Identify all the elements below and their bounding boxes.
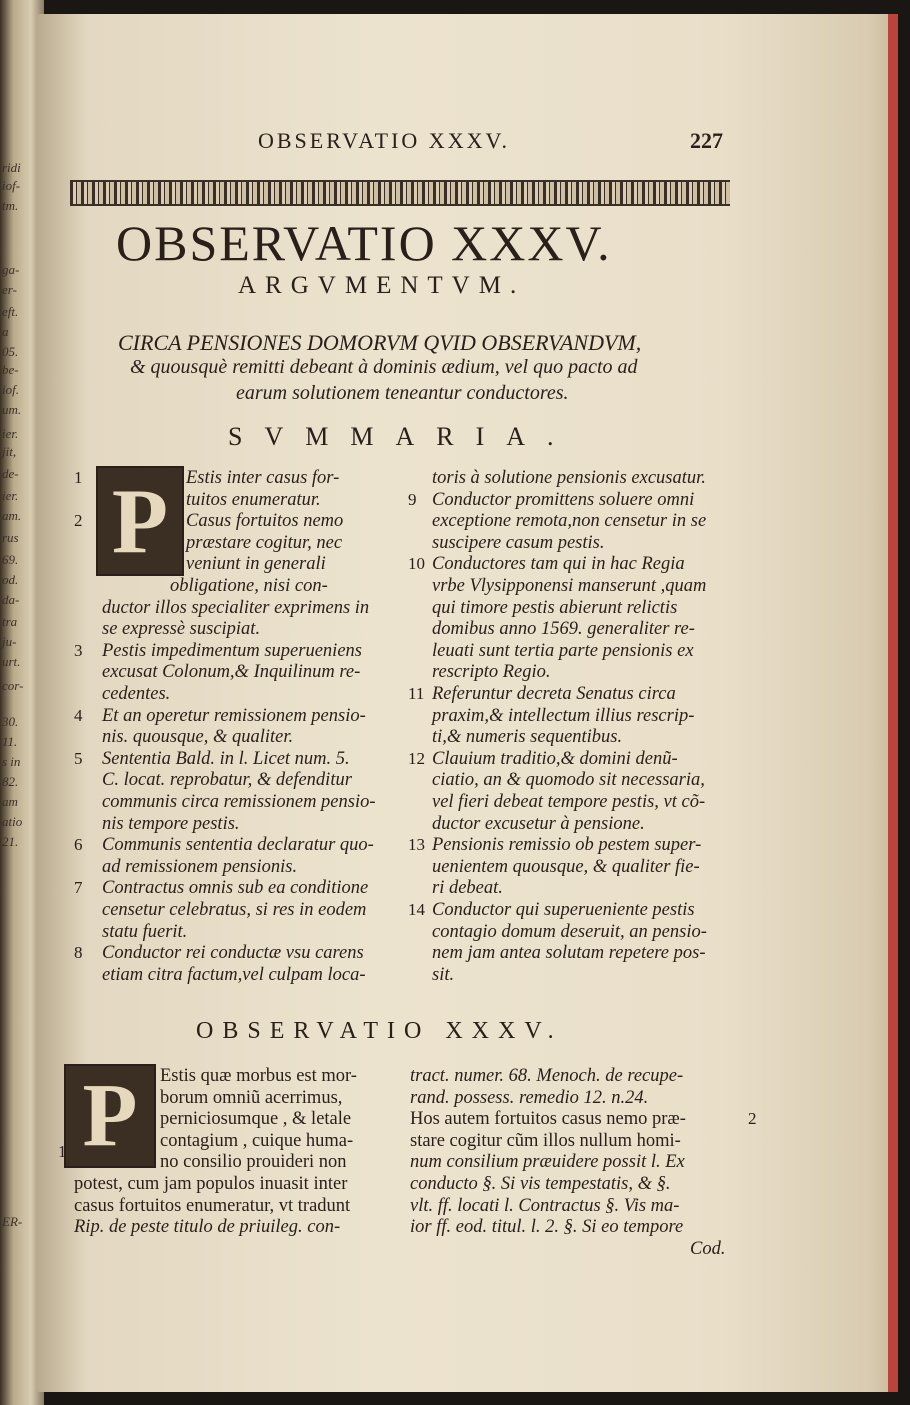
body-right-line: vlt. ff. locati l. Contractus §. Vis ma-: [410, 1195, 680, 1216]
margin-fragment: ER-: [2, 1214, 23, 1229]
margin-fragment: od.: [2, 572, 19, 587]
margin-fragment: de-: [2, 466, 19, 481]
summary-left-line: se expressè suscipiat.: [102, 619, 261, 640]
summary-number: 9: [408, 489, 417, 509]
summary-left-line: ductor illos specialiter exprimens in: [102, 597, 370, 618]
margin-fragment: iof-: [2, 178, 21, 193]
running-title: OBSERVATIO XXXV.: [258, 128, 511, 153]
summary-left-line: cedentes.: [102, 684, 171, 704]
summary-number: 5: [74, 748, 83, 768]
drop-cap-summary: P: [96, 466, 184, 576]
summary-right-line: Referuntur decreta Senatus circa: [432, 684, 676, 704]
margin-fragment: am: [2, 794, 18, 809]
summary-right-line: exceptione remota,non censetur in se: [432, 511, 707, 532]
body-left-line: contagium , cuique huma-: [160, 1130, 354, 1151]
summary-left-line: Pestis impedimentum superueniens: [102, 640, 362, 661]
summary-left-line: nis tempore pestis.: [102, 813, 240, 834]
body-right-line: Cod.: [690, 1238, 726, 1259]
summary-left-line: Contractus omnis sub ea conditione: [102, 878, 369, 899]
summary-right-line: praxim,& intellectum illius rescrip-: [432, 705, 695, 726]
summary-right-line: ri debeat.: [432, 878, 503, 899]
summary-number: 13: [408, 835, 425, 855]
summary-right-line: Pensionis remissio ob pestem super-: [432, 835, 702, 856]
body-right-line: Hos autem fortuitos casus nemo præ-: [410, 1109, 686, 1130]
summary-number: 11: [408, 684, 425, 703]
summary-right-line: ti,& numeris sequentibus.: [432, 727, 623, 748]
summary-left-line: Sententia Bald. in l. Licet num. 5.: [102, 748, 350, 769]
margin-fragment: atio: [2, 814, 23, 829]
summary-left-line: communis circa remissionem pensio-: [102, 792, 376, 812]
margin-fragment: 30.: [2, 714, 19, 729]
summary-number: 4: [74, 705, 83, 725]
page-number: 227: [690, 128, 723, 153]
summary-right-line: qui timore pestis abierunt relictis: [432, 597, 678, 618]
argument-line-1: CIRCA PENSIONES DOMORVM QVID OBSERVANDVM,: [118, 330, 642, 355]
summary-left-line: censetur celebratus, si res in eodem: [102, 900, 367, 920]
margin-fragment: um.: [2, 402, 22, 417]
summary-right-line: domibus anno 1569. generaliter re-: [432, 619, 695, 640]
summaria-heading: SVMMARIA.: [228, 422, 576, 451]
summary-right-line: toris à solutione pensionis excusatur.: [432, 468, 706, 488]
body-left-line: Rip. de peste titulo de priuileg. con-: [74, 1217, 341, 1238]
margin-fragment: ridi: [2, 160, 21, 175]
margin-fragment: s in: [2, 754, 21, 769]
summary-left-line: Et an operetur remissionem pensio-: [102, 705, 366, 726]
summary-left-line: Estis inter casus for-: [186, 468, 340, 488]
summary-left-line: nis. quousque, & qualiter.: [102, 727, 294, 748]
margin-fragment: iof.: [2, 382, 19, 397]
margin-fragment: a: [2, 324, 9, 339]
body-left-line: casus fortuitos enumeratur, vt tradunt: [74, 1195, 351, 1216]
argument-line-3: earum solutionem teneantur conductores.: [236, 382, 569, 404]
margin-fragment: ier.: [2, 426, 19, 441]
summary-number: 8: [74, 943, 83, 963]
margin-fragment: ga-: [2, 262, 20, 277]
margin-fragment: be-: [2, 362, 19, 377]
margin-fragment: tra: [2, 614, 18, 629]
body-right-line: stare cogitur cũm illos nullum homi-: [410, 1130, 681, 1151]
summary-number: 14: [408, 900, 425, 919]
summary-left-line: Communis sententia declaratur quo-: [102, 835, 374, 856]
section-heading: OBSERVATIO XXXV.: [196, 1018, 563, 1044]
body-right-line: conducto §. Si vis tempestatis, & §.: [410, 1174, 671, 1194]
summary-right-line: ductor excusetur à pensione.: [432, 813, 645, 834]
summary-right-line: Conductor qui superueniente pestis: [432, 900, 695, 920]
body-left-line: Estis quæ morbus est mor-: [160, 1066, 357, 1086]
body-right-line: ior ff. eod. titul. l. 2. §. Si eo tempore: [410, 1217, 684, 1238]
body-left-line: perniciosumque , & letale: [160, 1109, 352, 1130]
margin-fragment: cor-: [2, 678, 24, 693]
margin-fragment: er-: [2, 282, 17, 297]
summary-right-line: vrbe Vlysipponensi manserunt ,quam: [432, 576, 707, 596]
margin-fragment: am.: [2, 508, 22, 523]
summary-number: 10: [408, 554, 425, 574]
body-left-line: borum omniũ acerrimus,: [160, 1087, 343, 1108]
summary-left-line: ad remissionem pensionis.: [102, 856, 298, 877]
summary-right-line: sit.: [432, 964, 455, 985]
margin-fragment: urt.: [2, 654, 21, 669]
margin-fragment: ier.: [2, 488, 19, 503]
summary-right-line: Clauium traditio,& domini denũ-: [432, 748, 678, 769]
summary-number: 3: [74, 640, 83, 660]
margin-fragment: 69.: [2, 552, 19, 567]
summary-right-line: contagio domum deseruit, an pensio-: [432, 921, 707, 942]
summary-left-line: obligatione, nisi con-: [170, 576, 328, 596]
summary-right-line: Conductores tam qui in hac Regia: [432, 554, 685, 575]
margin-fragment: 21.: [2, 834, 19, 849]
margin-fragment: rus: [2, 530, 19, 545]
margin-fragment: 82.: [2, 774, 19, 789]
summary-right-line: ciatio, an & quomodo sit necessaria,: [432, 770, 705, 791]
body-right-line: num consilium præuidere possit l. Ex: [410, 1152, 685, 1173]
margin-number: 2: [748, 1109, 757, 1129]
observation-title: OBSERVATIO XXXV.: [116, 215, 612, 271]
summary-left-line: Casus fortuitos nemo: [186, 511, 344, 532]
summary-right-line: Conductor promittens soluere omni: [432, 489, 695, 510]
summary-right-line: vel fieri debeat tempore pestis, vt cõ-: [432, 792, 706, 812]
summary-left-line: Conductor rei conductæ vsu carens: [102, 943, 364, 964]
margin-fragment: jit,: [2, 444, 17, 459]
argument-heading: ARGVMENTVM.: [238, 272, 526, 299]
summary-number: 12: [408, 748, 425, 768]
summary-right-line: rescripto Regio.: [432, 662, 551, 683]
summary-left-line: statu fuerit.: [102, 921, 188, 942]
summary-number: 1: [74, 468, 83, 487]
summary-left-line: C. locat. reprobatur, & defenditur: [102, 770, 352, 791]
page-red-edge: [888, 14, 898, 1392]
summary-left-line: etiam citra factum,vel culpam loca-: [102, 964, 366, 985]
ornamental-band: [70, 180, 730, 206]
summary-right-line: leuati sunt tertia parte pensionis ex: [432, 640, 694, 661]
margin-fragment: 05.: [2, 344, 19, 359]
summary-left-line: tuitos enumeratur.: [186, 489, 321, 510]
summary-number: 2: [74, 511, 83, 531]
summary-right-line: suscipere casum pestis.: [432, 532, 605, 553]
margin-fragment: ju-: [2, 634, 17, 649]
body-right-line: rand. possess. remedio 12. n.24.: [410, 1087, 649, 1108]
drop-cap-body: P: [64, 1064, 156, 1168]
margin-fragment: tm.: [2, 198, 19, 213]
body-right-line: tract. numer. 68. Menoch. de recupe-: [410, 1066, 684, 1086]
margin-number: 1: [58, 1141, 67, 1161]
margin-fragment: 11.: [2, 734, 18, 749]
summary-left-line: præstare cogitur, nec: [186, 532, 343, 553]
summary-left-line: veniunt in generali: [186, 554, 326, 575]
summary-number: 6: [74, 835, 83, 855]
margin-fragment: da-: [2, 592, 20, 607]
summary-number: 7: [74, 878, 83, 898]
body-left-line: no consilio prouideri non: [160, 1152, 347, 1173]
summary-left-line: excusat Colonum,& Inquilinum re-: [102, 662, 361, 683]
body-left-line: potest, cum jam populos inuasit inter: [74, 1174, 348, 1194]
margin-fragment: eft.: [2, 304, 19, 319]
summary-right-line: nem jam antea solutam repetere pos-: [432, 943, 706, 964]
argument-line-2: & quousquè remitti debeant à dominis ædium, vel quo pacto ad: [130, 356, 638, 378]
summary-right-line: uenientem quousque, & qualiter fie-: [432, 856, 700, 877]
